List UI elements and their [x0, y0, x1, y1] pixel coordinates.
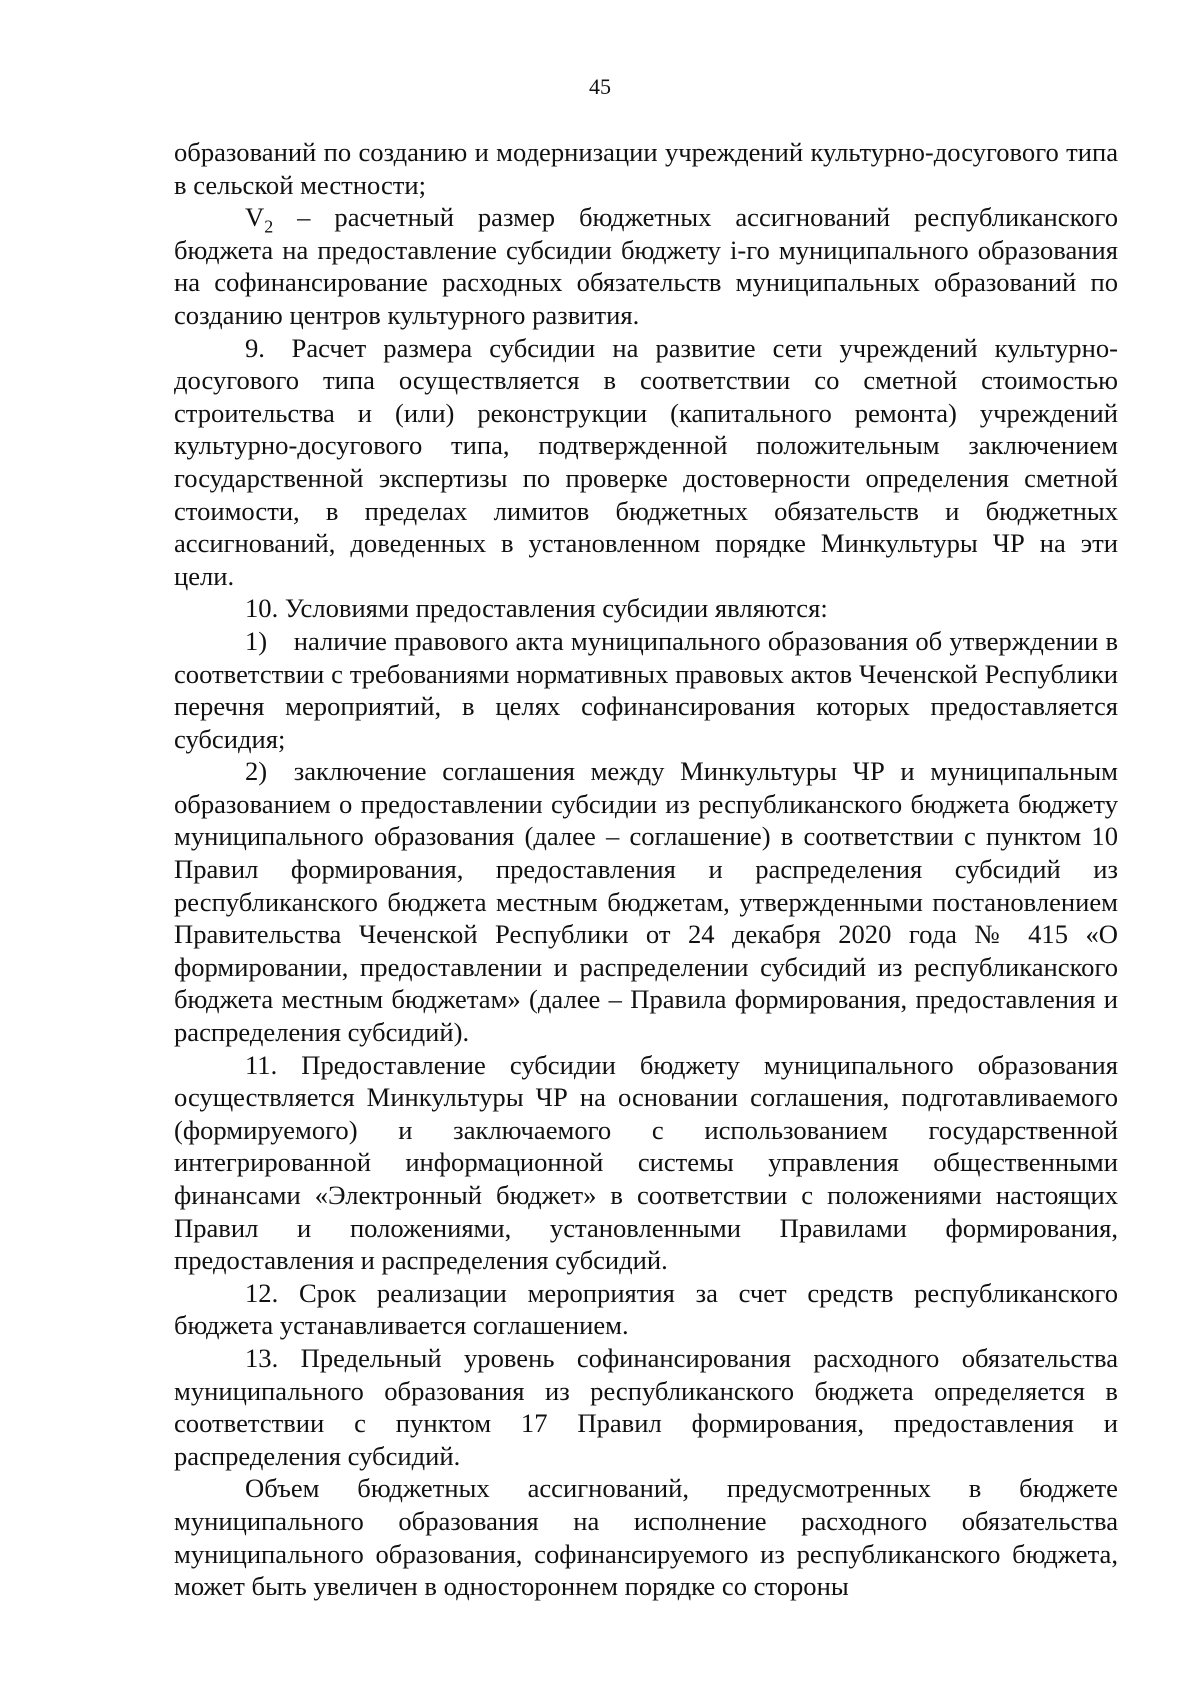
paragraph-10-item-2: 2) заключение соглашения между Минкультуры ЧР и муниципальным образованием о предоставлении субсидии из республиканского бюджета бюджету муниципального образования (далее – соглашение) в соответствии с пунктом 10 Правил формирования, предоставления и распределения субсидий из республиканского бюджета местным бюджетам, утвержденными постановлением Правительства Чеченской Республики от 24 декабря 2020 года № 415 «О формировании, предоставлении и распределении субсидий из республиканского бюджета местным бюджетам» (далее – Правила формирования, предоставления и распределения субсидий).	[174, 756, 1118, 1048]
paragraph-10: 10. Условиями предоставления субсидии являются:	[245, 593, 828, 624]
paragraph-v2-definition	[174, 201, 1118, 331]
paragraph-10-item-1: 1) наличие правового акта муниципального образования об утверждении в соответствии с требованиями нормативных правовых актов Чеченской Республики перечня мероприятий, в целях софинансирования которых предоставляется субсидия;	[174, 625, 1118, 754]
paragraph-13: 13. Предельный уровень софинансирования расходного обязательства муниципального образования из республиканского бюджета определяется в соответствии с пунктом 17 Правил формирования, предоставления и распределения субсидий.	[174, 1342, 1118, 1471]
variable-symbol: V	[245, 202, 265, 233]
document-body	[174, 136, 1118, 1603]
paragraph-11: 11. Предоставление субсидии бюджету муниципального образования осуществляется Минкультуры ЧР на основании соглашения, подготавливаемого (формируемого) и заключаемого с использованием государственной интегрированной информационной системы управления общественными финансами «Электронный бюджет» в соответствии с положениями настоящих Правил и положениями, установленными Правилами формирования, предоставления и распределения субсидий.	[174, 1049, 1118, 1276]
paragraph-continuation: образований по созданию и модернизации учреждений культурно-досугового типа в сельской местности;	[174, 137, 1118, 200]
paragraph-13-volume: Объем бюджетных ассигнований, предусмотренных в бюджете муниципального образования на исполнение расходного обязательства муниципального образования, софинансируемого из республиканского бюджета, может быть увеличен в одностороннем порядке со стороны	[174, 1473, 1118, 1602]
page-number: 45	[589, 74, 611, 99]
paragraph-9: 9. Расчет размера субсидии на развитие сети учреждений культурно-досугового типа осуществляется в соответствии со сметной стоимостью строительства и (или) реконструкции (капитального ремонта) учреждений культурно-досугового типа, подтвержденной положительным заключением государственной экспертизы по проверке достоверности определения сметной стоимости, в пределах лимитов бюджетных обязательств и бюджетных ассигнований, доведенных в установленном порядке Минкультуры ЧР на эти цели.	[174, 332, 1118, 591]
variable-subscript: 2	[264, 216, 274, 237]
paragraph-12: 12. Срок реализации мероприятия за счет средств республиканского бюджета устанавливается соглашением.	[174, 1277, 1118, 1341]
v2-definition-text: – расчетный размер бюджетных ассигнований республиканского бюджета на предоставление субсидии бюджету i-го муниципального образования на софинансирование расходных обязательств муниципальных образований по созданию центров культурного развития.	[174, 202, 1118, 330]
